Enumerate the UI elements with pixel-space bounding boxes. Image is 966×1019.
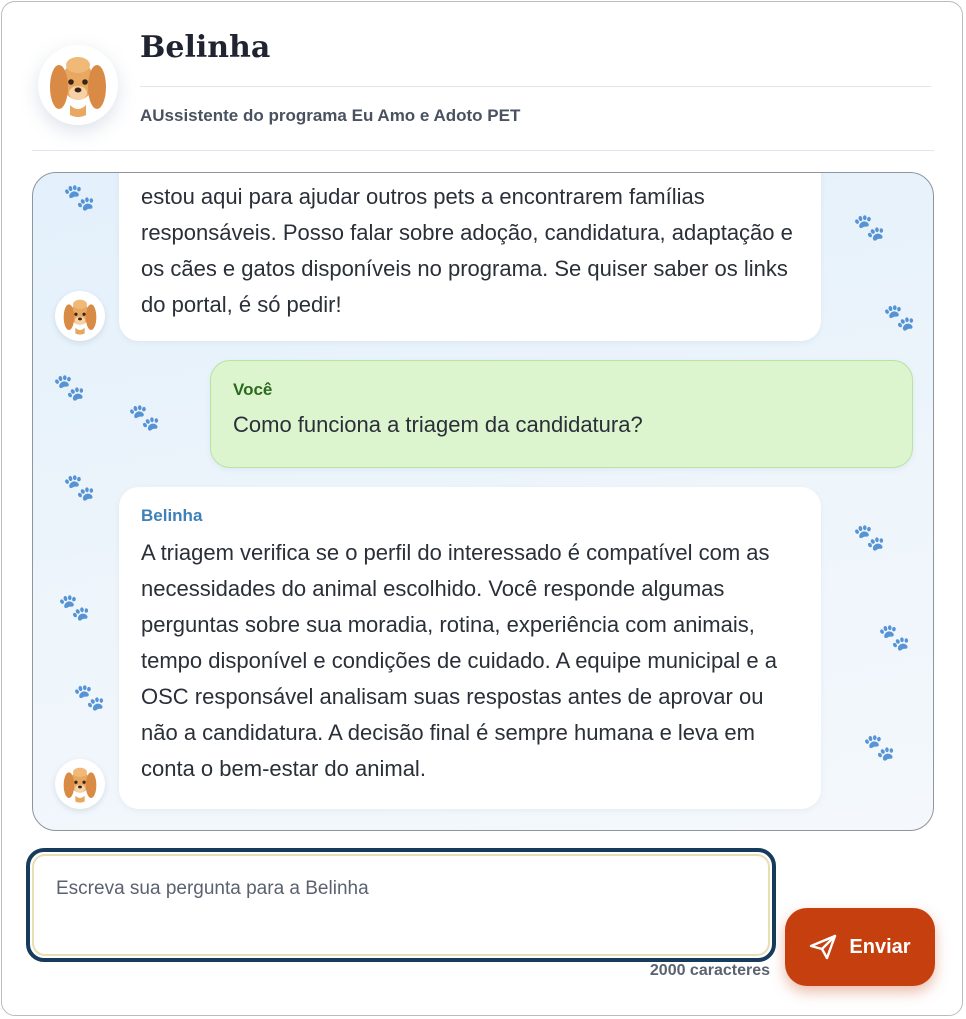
paw-print-icon: 🐾	[863, 733, 896, 763]
bot-message	[119, 172, 821, 341]
dog-icon	[63, 763, 97, 805]
question-composer	[26, 848, 776, 962]
send-icon	[809, 934, 837, 960]
belinha-avatar	[55, 291, 105, 341]
message-sender: Você	[233, 380, 273, 399]
send-button-label: Enviar	[849, 935, 911, 958]
user-message	[210, 360, 913, 468]
paw-print-icon: 🐾	[853, 523, 886, 553]
message-text: A triagem verifica se o perfil do interessado é compatível com as necessidades do animal escolhido. Você responde algumas perguntas sobre sua moradia, rotina, experiência com animais, tempo disponível e condições de cuidado. A equipe municipal e a OSC responsável analisam suas respostas antes de aprovar ou não a candidatura. A decisão final é sempre humana e leva em conta o bem-estar do animal.	[141, 540, 777, 781]
paw-print-icon: 🐾	[53, 373, 86, 403]
page-title: Belinha	[140, 30, 271, 65]
char-counter: 2000 caracteres	[649, 962, 770, 979]
paw-print-icon: 🐾	[853, 213, 886, 243]
chat-history[interactable]	[32, 172, 934, 831]
message-text: estou aqui para ajudar outros pets a encontrarem famílias responsáveis. Posso falar sobre adoção, candidatura, adaptação e os cães e gatos disponíveis no programa. Se quiser saber os links do portal, é só pedir!	[141, 184, 793, 317]
paw-print-icon: 🐾	[58, 593, 91, 623]
bot-message	[119, 487, 821, 809]
page-subtitle: AUssistente do programa Eu Amo e Adoto PET	[140, 106, 521, 125]
paw-print-icon: 🐾	[63, 473, 96, 503]
paw-print-icon: 🐾	[883, 303, 916, 333]
question-input[interactable]	[34, 856, 768, 954]
paw-print-icon: 🐾	[73, 683, 106, 713]
send-button[interactable]	[785, 908, 935, 986]
belinha-avatar	[55, 759, 105, 809]
title-divider	[140, 86, 931, 87]
belinha-avatar	[38, 45, 118, 125]
dog-icon	[63, 295, 97, 337]
header-divider	[32, 150, 934, 151]
composer-inner	[32, 854, 770, 956]
paw-print-icon: 🐾	[878, 623, 911, 653]
paw-print-icon: 🐾	[63, 183, 96, 213]
dog-icon	[49, 49, 107, 121]
message-sender: Belinha	[141, 506, 203, 525]
message-text: Como funciona a triagem da candidatura?	[233, 412, 643, 437]
paw-print-icon: 🐾	[128, 403, 161, 433]
